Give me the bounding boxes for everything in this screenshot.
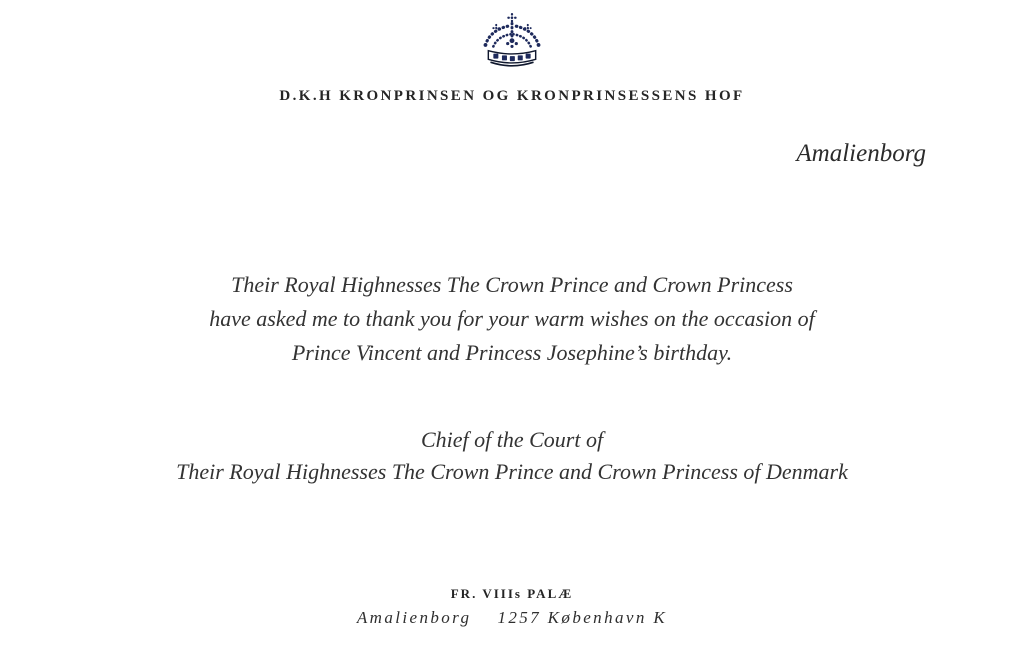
footer-palace-line: FR. VIIIs PALÆ [450, 586, 574, 601]
crown-icon-svg [476, 12, 548, 78]
body-line-2: have asked me to thank you for your warm wishes on the occasion of [209, 306, 815, 331]
crown-icon [476, 12, 548, 78]
signoff-line-2: Their Royal Highnesses The Crown Prince and Crown Princess of Denmark [176, 459, 848, 484]
body-line-3: Prince Vincent and Princess Josephine’s birthday. [291, 340, 733, 365]
body-paragraph [0, 268, 1024, 370]
footer-address-place: Amalienborg [356, 608, 472, 627]
footer-address-city: 1257 København K [497, 608, 668, 627]
body-line-1: Their Royal Highnesses The Crown Prince and Crown Princess [231, 272, 793, 297]
location-line: Amalienborg [796, 140, 926, 167]
letterhead-office-line: D.K.H KRONPRINSEN OG KRONPRINSESSENS HOF [279, 88, 745, 104]
signoff-block [0, 424, 1024, 488]
footer-address-line [0, 608, 1024, 628]
signoff-line-1: Chief of the Court of [420, 427, 604, 452]
